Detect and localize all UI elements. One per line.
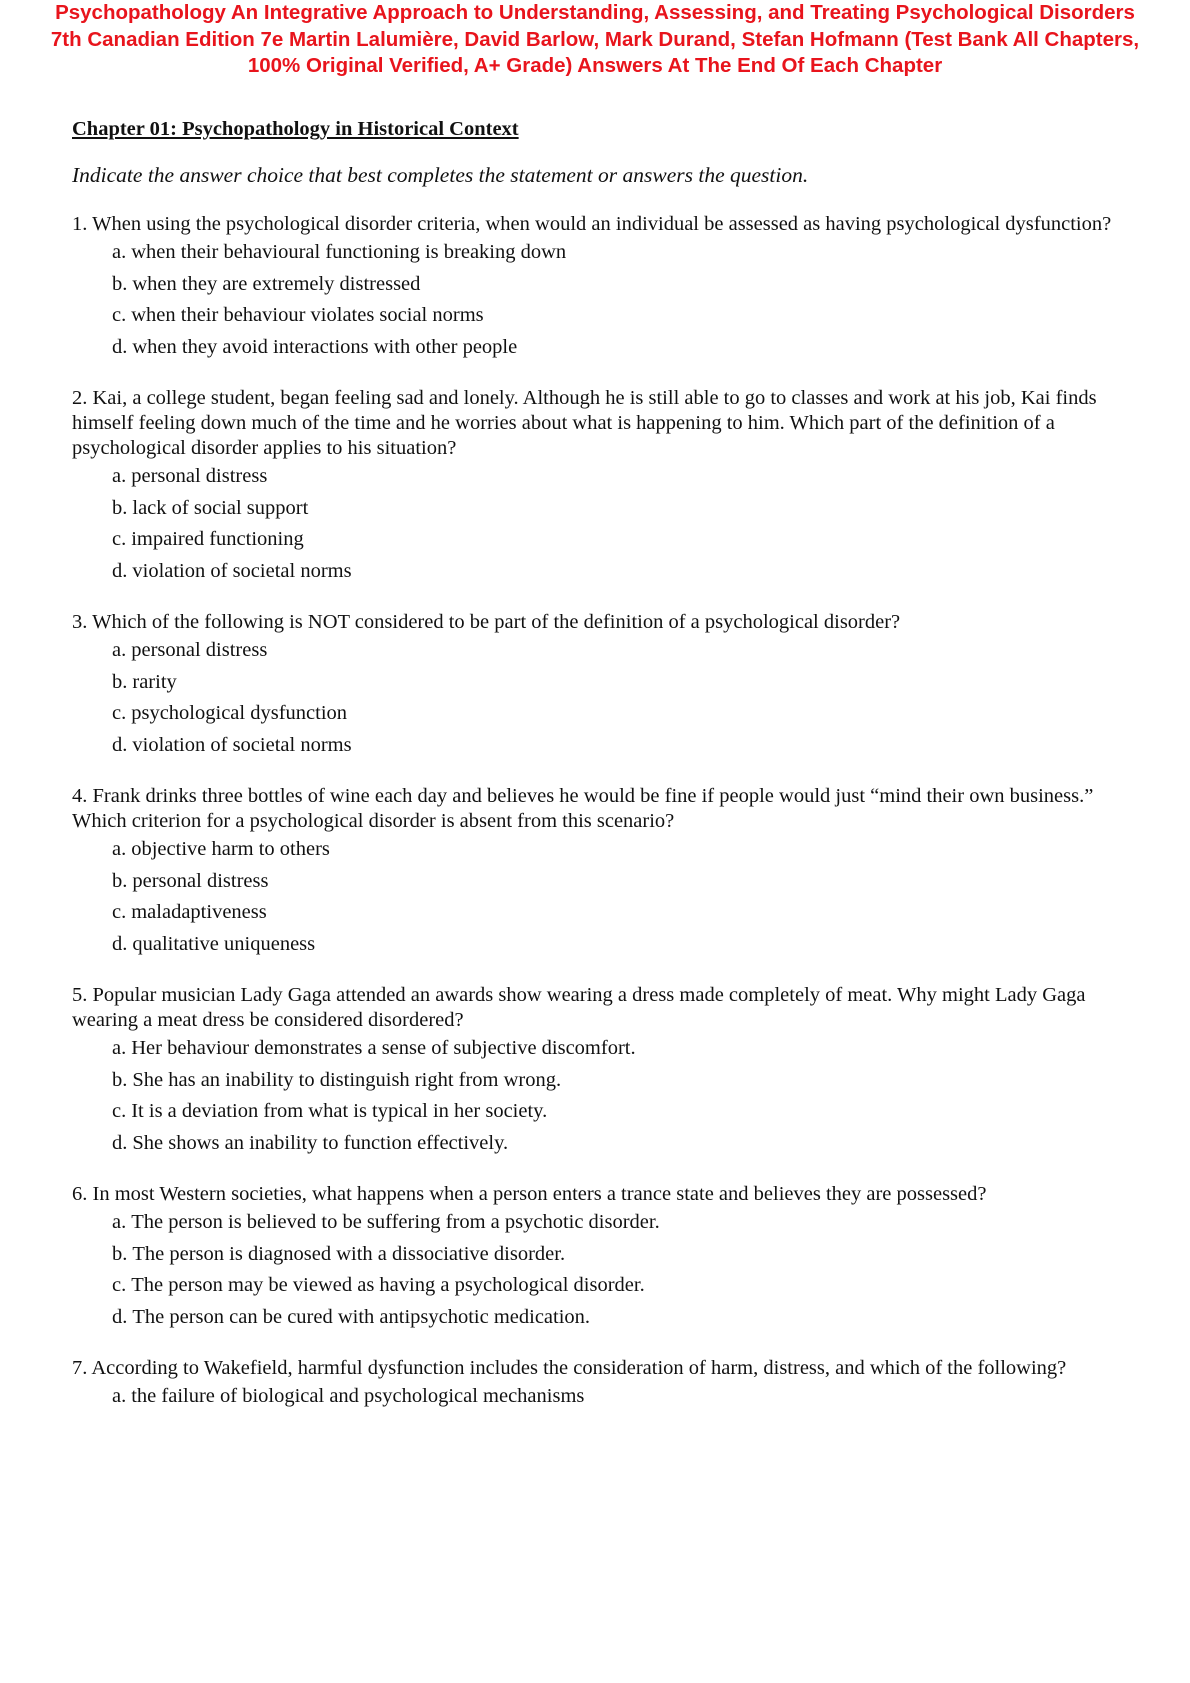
option-text: qualitative uniqueness — [132, 932, 316, 955]
question-4 — [72, 784, 1172, 960]
option-letter: c. — [112, 1274, 127, 1296]
option-letter: b. — [112, 869, 128, 892]
question-stem: 7. According to Wakefield, harmful dysfunction includes the consideration of harm, distress, and which of the following? — [72, 1357, 1067, 1379]
option-d — [112, 1128, 1172, 1160]
option-text: The person may be viewed as having a psychological disorder. — [131, 1274, 645, 1296]
question-3 — [72, 610, 1172, 761]
option-text: when their behavioural functioning is breaking down — [131, 241, 567, 263]
option-list — [72, 834, 1172, 960]
question-stem: 2. Kai, a college student, began feeling sad and lonely. Although he is still able to go to classes and work at his job, Kai finds himself feeling down much of the time and he worries about what is happening to him. Which part of the definition of a psychological disorder applies to his situation? — [72, 387, 1097, 459]
option-a — [112, 635, 1172, 667]
option-text: when they are extremely distressed — [132, 272, 421, 295]
question-6 — [72, 1182, 1172, 1333]
option-text: when their behaviour violates social norms — [131, 304, 484, 326]
option-text: lack of social support — [132, 496, 309, 519]
option-text: psychological dysfunction — [131, 702, 348, 724]
option-letter: a. — [112, 838, 127, 860]
option-a — [112, 1033, 1172, 1065]
option-a — [112, 461, 1172, 493]
option-text: impaired functioning — [131, 528, 304, 550]
option-letter: d. — [112, 733, 128, 756]
option-b — [112, 493, 1172, 525]
option-text: personal distress — [131, 639, 268, 661]
question-stem: 3. Which of the following is NOT considered to be part of the definition of a psychological disorder? — [72, 611, 901, 633]
question-2 — [72, 386, 1172, 587]
option-letter: d. — [112, 932, 128, 955]
option-text: The person is diagnosed with a dissociative disorder. — [132, 1242, 566, 1265]
option-text: The person can be cured with antipsychotic medication. — [132, 1305, 591, 1328]
option-letter: b. — [112, 670, 128, 693]
option-text: It is a deviation from what is typical in her society. — [131, 1100, 548, 1122]
option-c — [112, 698, 1172, 730]
option-b — [112, 269, 1172, 301]
option-letter: a. — [112, 1037, 127, 1059]
option-list — [72, 237, 1172, 363]
option-text: violation of societal norms — [132, 733, 352, 756]
option-letter: a. — [112, 1211, 127, 1233]
option-letter: b. — [112, 272, 128, 295]
option-c — [112, 897, 1172, 929]
option-a — [112, 834, 1172, 866]
option-a — [112, 1381, 1172, 1413]
option-c — [112, 1096, 1172, 1128]
option-c — [112, 524, 1172, 556]
option-list — [72, 1207, 1172, 1333]
option-letter: c. — [112, 528, 127, 550]
option-text: She shows an inability to function effectively. — [132, 1131, 509, 1154]
document-body — [72, 116, 1172, 1413]
option-c — [112, 1270, 1172, 1302]
question-stem: 5. Popular musician Lady Gaga attended an awards show wearing a dress made completely of meat. Why might Lady Gaga wearing a meat dress be considered disordered? — [72, 984, 1086, 1031]
option-list — [72, 1381, 1172, 1413]
option-a — [112, 237, 1172, 269]
document-header — [0, 0, 1190, 80]
option-letter: a. — [112, 639, 127, 661]
header-line-2: 7th Canadian Edition 7e Martin Lalumière, David Barlow, Mark Durand, Stefan Hofmann (Test Bank All Chapters, — [50, 27, 1140, 51]
header-line-3: 100% Original Verified, A+ Grade) Answers At The End Of Each Chapter — [247, 54, 943, 77]
option-letter: c. — [112, 304, 127, 326]
option-text: rarity — [132, 670, 177, 693]
question-list — [72, 212, 1172, 1413]
option-c — [112, 300, 1172, 332]
question-1 — [72, 212, 1172, 363]
option-d — [112, 332, 1172, 364]
header-line-1: Psychopathology An Integrative Approach to Understanding, Assessing, and Treating Psychological Disorders — [55, 1, 1135, 24]
option-d — [112, 929, 1172, 961]
option-letter: a. — [112, 465, 127, 487]
option-text: the failure of biological and psychological mechanisms — [131, 1385, 585, 1407]
option-letter: c. — [112, 901, 127, 923]
option-d — [112, 556, 1172, 588]
option-b — [112, 1239, 1172, 1271]
option-letter: a. — [112, 1385, 127, 1407]
chapter-title: Chapter 01: Psychopathology in Historical Context — [72, 118, 519, 140]
option-text: when they avoid interactions with other people — [132, 335, 518, 358]
option-text: Her behaviour demonstrates a sense of subjective discomfort. — [131, 1037, 636, 1059]
option-list — [72, 1033, 1172, 1159]
option-letter: c. — [112, 1100, 127, 1122]
instructions: Indicate the answer choice that best completes the statement or answers the question. — [72, 163, 809, 187]
question-stem: 4. Frank drinks three bottles of wine each day and believes he would be fine if people would just “mind their own business.” Which criterion for a psychological disorder is absent from this scenario? — [72, 785, 1094, 832]
option-list — [72, 635, 1172, 761]
option-b — [112, 866, 1172, 898]
question-7 — [72, 1356, 1172, 1413]
option-text: The person is believed to be suffering from a psychotic disorder. — [131, 1211, 660, 1233]
option-letter: b. — [112, 496, 128, 519]
option-d — [112, 1302, 1172, 1334]
question-stem: 1. When using the psychological disorder criteria, when would an individual be assessed as having psychological dysfunction? — [72, 213, 1112, 235]
option-text: violation of societal norms — [132, 559, 352, 582]
option-a — [112, 1207, 1172, 1239]
option-letter: d. — [112, 559, 128, 582]
option-letter: b. — [112, 1068, 128, 1091]
option-letter: c. — [112, 702, 127, 724]
option-text: maladaptiveness — [131, 901, 267, 923]
option-text: personal distress — [132, 869, 269, 892]
option-text: She has an inability to distinguish right from wrong. — [132, 1068, 562, 1091]
option-letter: a. — [112, 241, 127, 263]
option-letter: d. — [112, 335, 128, 358]
option-d — [112, 730, 1172, 762]
option-list — [72, 461, 1172, 587]
option-text: personal distress — [131, 465, 268, 487]
question-5 — [72, 983, 1172, 1159]
option-letter: b. — [112, 1242, 128, 1265]
option-b — [112, 1065, 1172, 1097]
option-b — [112, 667, 1172, 699]
question-stem: 6. In most Western societies, what happens when a person enters a trance state and believes they are possessed? — [72, 1183, 987, 1205]
option-letter: d. — [112, 1305, 128, 1328]
option-letter: d. — [112, 1131, 128, 1154]
option-text: objective harm to others — [131, 838, 330, 860]
